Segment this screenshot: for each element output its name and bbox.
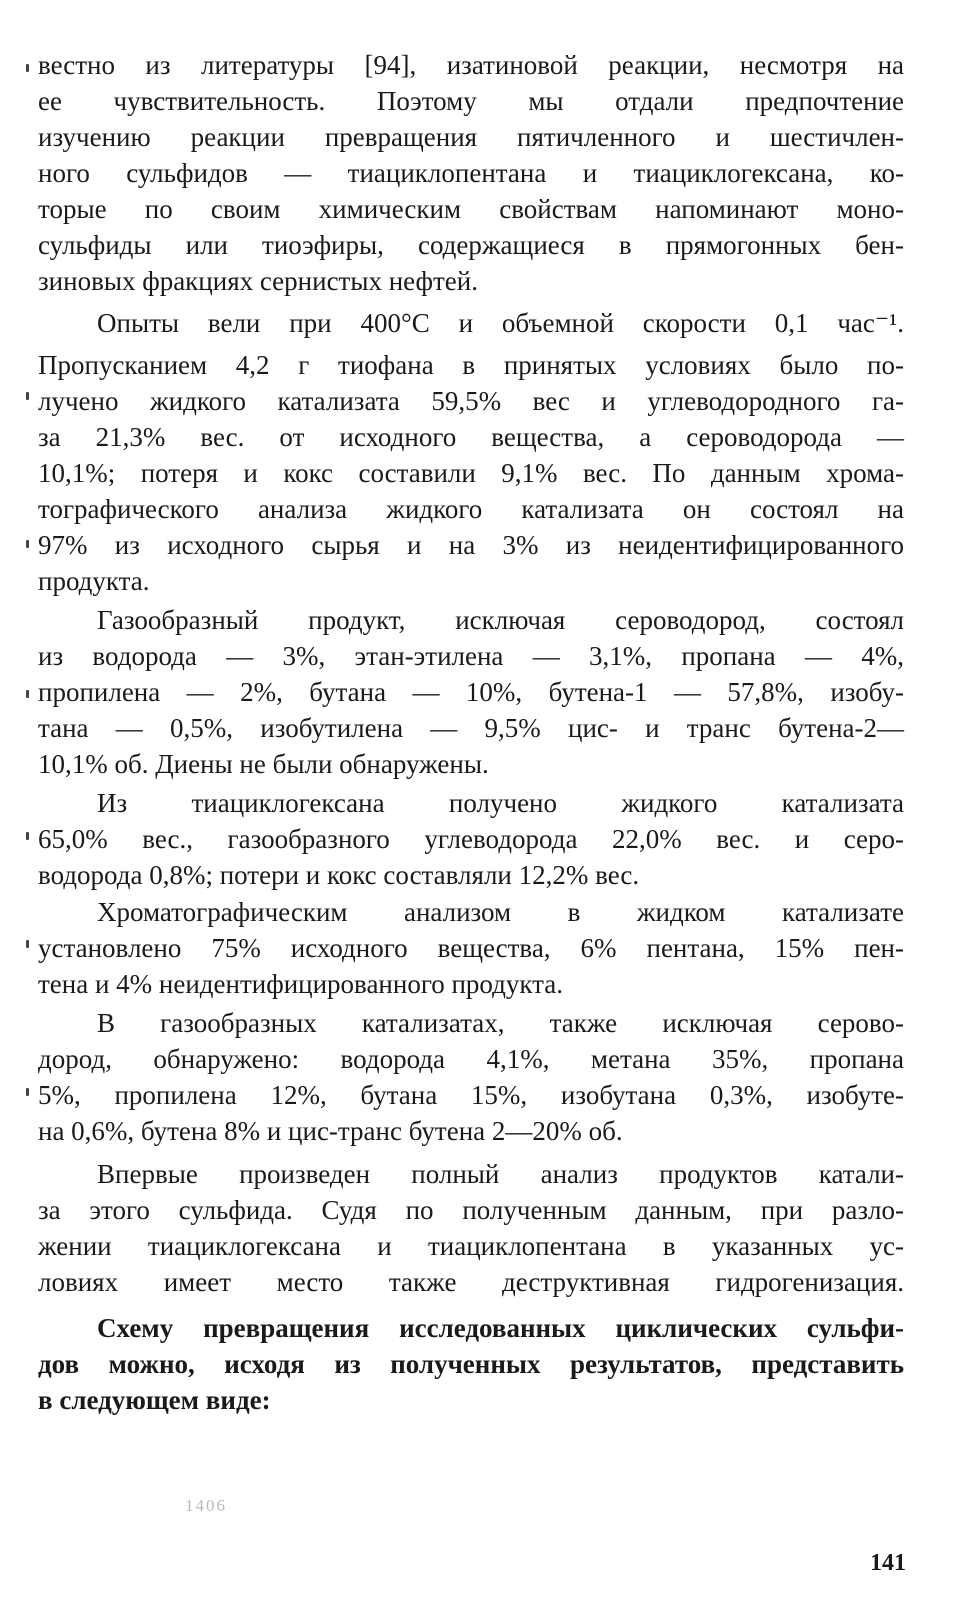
text-line: установлено 75% исходного вещества, 6% пентана, 15% пен-: [38, 933, 904, 963]
text-line: Впервые произведен полный анализ продуктов катали-: [97, 1159, 904, 1189]
text-line: лучено жидкого катализата 59,5% вес и углеводородного га-: [38, 386, 904, 416]
text-line: вестно из литературы [94], изатиновой реакции, несмотря на: [38, 50, 904, 80]
text-line: 97% из исходного сырья и на 3% из неидентифицированного: [38, 530, 904, 560]
text-line: В газообразных катализатах, также исключая серово-: [97, 1008, 904, 1038]
text-line: дов можно, исходя из полученных результатов, представить: [38, 1349, 904, 1379]
scan-mark: [26, 64, 29, 72]
text-line: торые по своим химическим свойствам напоминают моно-: [38, 194, 904, 224]
text-line: Хроматографическим анализом в жидком катализате: [97, 897, 904, 927]
text-line: сульфиды или тиоэфиры, содержащиеся в прямогонных бен-: [38, 230, 904, 260]
text-line: 5%, пропилена 12%, бутана 15%, изобутана 0,3%, изобуте-: [38, 1080, 904, 1110]
scan-mark: [26, 690, 29, 698]
scan-mark: [26, 832, 29, 840]
text-line: в следующем виде:: [38, 1385, 271, 1415]
scan-mark: [26, 392, 29, 400]
text-line: ловиях имеет место также деструктивная гидрогенизация.: [38, 1267, 904, 1297]
text-line: дород, обнаружено: водорода 4,1%, метана 35%, пропана: [38, 1044, 904, 1074]
scan-mark: [26, 540, 29, 548]
text-line: Опыты вели при 400°С и объемной скорости 0,1 час⁻¹.: [97, 308, 904, 338]
text-line: водорода 0,8%; потери и кокс составляли 12,2% вес.: [38, 860, 640, 890]
text-line: 10,1%; потеря и кокс составили 9,1% вес. По данным хрома-: [38, 458, 904, 488]
text-line: продукта.: [38, 566, 150, 596]
text-line: Из тиациклогексана получено жидкого катализата: [97, 788, 904, 818]
scan-mark: [26, 1088, 29, 1096]
text-line: 65,0% вес., газообразного углеводорода 22,0% вес. и серо-: [38, 824, 904, 854]
text-line: пропилена — 2%, бутана — 10%, бутена-1 — 57,8%, изобу-: [38, 677, 904, 707]
text-line: ее чувствительность. Поэтому мы отдали предпочтение: [38, 86, 904, 116]
text-line: тена и 4% неидентифицированного продукта.: [38, 969, 564, 999]
text-line: из водорода — 3%, этан-этилена — 3,1%, пропана — 4%,: [38, 641, 904, 671]
text-line: за 21,3% вес. от исходного вещества, а сероводорода —: [38, 422, 904, 452]
text-line: ного сульфидов — тиациклопентана и тиациклогексана, ко-: [38, 158, 904, 188]
text-line: Пропусканием 4,2 г тиофана в принятых условиях было по-: [38, 350, 904, 380]
page-number: 141: [870, 1550, 906, 1576]
text-line: изучению реакции превращения пятичленного и шестичлен-: [38, 122, 904, 152]
text-line: жении тиациклогексана и тиациклопентана в указанных ус-: [38, 1231, 904, 1261]
faded-stamp: 1406: [185, 1496, 227, 1515]
text-line: тографического анализа жидкого катализата он состоял на: [38, 494, 904, 524]
text-line: Газообразный продукт, исключая сероводород, состоял: [97, 605, 904, 635]
scan-mark: [26, 940, 29, 948]
text-line: 10,1% об. Диены не были обнаружены.: [38, 749, 489, 779]
text-line: за этого сульфида. Судя по полученным данным, при разло-: [38, 1195, 904, 1225]
text-line: тана — 0,5%, изобутилена — 9,5% цис- и транс бутена-2—: [38, 713, 904, 743]
text-line: Схему превращения исследованных циклических сульфи-: [97, 1313, 904, 1343]
text-line: на 0,6%, бутена 8% и цис-транс бутена 2—20% об.: [38, 1116, 623, 1146]
text-line: зиновых фракциях сернистых нефтей.: [38, 266, 478, 296]
